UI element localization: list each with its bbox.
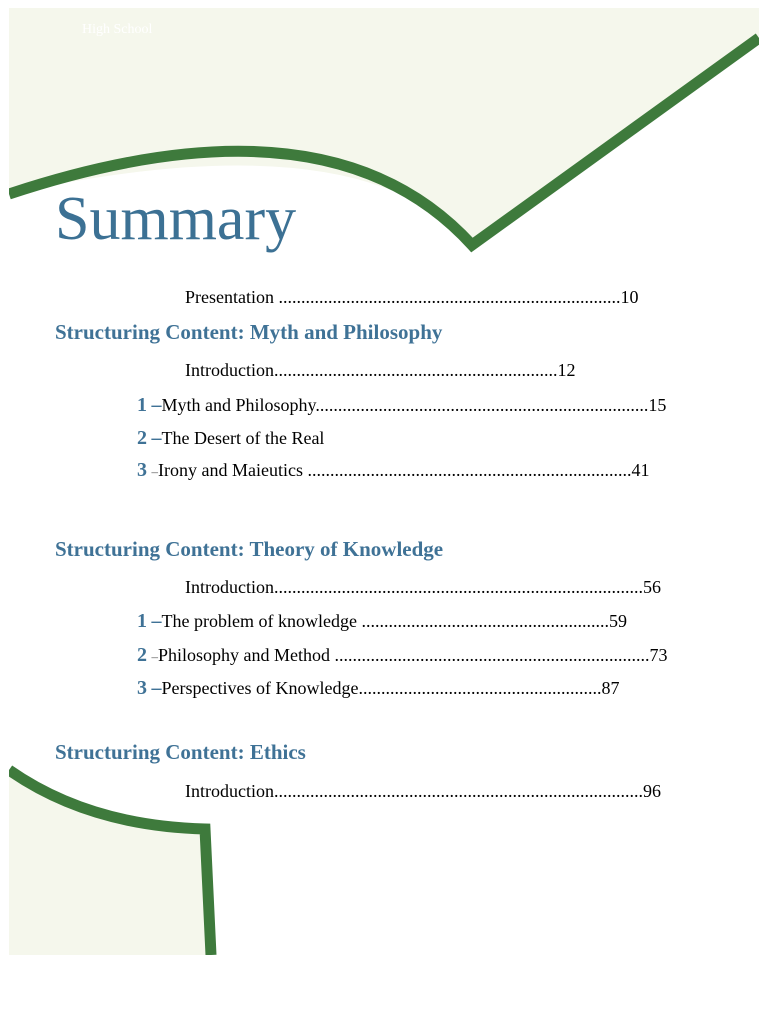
section-heading-theory-knowledge: Structuring Content: Theory of Knowledge	[55, 537, 444, 561]
toc-entry-text: The Desert of the Real	[161, 428, 325, 448]
chapter-number: 2	[137, 427, 147, 449]
toc-entry-intro[interactable]	[185, 359, 575, 381]
toc-entry-text: Perspectives of Knowledge	[161, 678, 359, 698]
toc-leader: ............................................................................	[273, 287, 621, 307]
toc-entry-chapter[interactable]	[137, 677, 619, 699]
chapter-dash: –	[151, 427, 162, 449]
toc-entry-intro[interactable]	[185, 780, 661, 802]
toc-entry-text: Philosophy and Method	[158, 645, 331, 665]
toc-page-number: 10	[620, 287, 639, 307]
toc-entry-text: The problem of knowledge	[161, 611, 357, 631]
section-heading-myth-philosophy: Structuring Content: Myth and Philosophy	[55, 320, 443, 344]
toc-entry-text: Myth and Philosophy	[161, 395, 316, 415]
chapter-number: 1	[137, 610, 147, 632]
toc-page-number: 73	[649, 645, 668, 665]
toc-page-number: 56	[642, 577, 661, 597]
chapter-number: 2	[137, 644, 147, 666]
toc-entry-intro[interactable]	[185, 576, 661, 598]
toc-leader: ..................................................................................	[273, 781, 643, 801]
header-label: High School	[82, 22, 153, 37]
toc-entry-chapter[interactable]	[137, 459, 649, 483]
toc-page-number: 12	[557, 360, 576, 380]
chapter-dash: –	[151, 649, 158, 664]
chapter-number: 3	[137, 677, 147, 699]
chapter-dash: –	[151, 394, 162, 416]
toc-entry-chapter[interactable]	[137, 394, 666, 416]
toc-leader: ........................................................................	[302, 460, 632, 480]
toc-entry-text: Introduction	[185, 781, 274, 801]
toc-entry-text: Introduction	[185, 360, 274, 380]
toc-page-number: 87	[601, 678, 620, 698]
chapter-dash: –	[151, 677, 162, 699]
page-title: Summary	[55, 185, 297, 253]
document-page	[9, 8, 759, 955]
toc-page-number: 15	[648, 395, 667, 415]
toc-entry-chapter[interactable]	[137, 427, 324, 449]
bottom-cream-shape	[9, 770, 211, 955]
section-heading-ethics: Structuring Content: Ethics	[55, 740, 306, 764]
toc-leader: ..................................................................................	[273, 577, 643, 597]
toc-entry-presentation[interactable]	[185, 286, 638, 308]
chapter-number: 3	[137, 459, 147, 481]
toc-leader: ......................................................................	[330, 645, 650, 665]
chapter-number: 1	[137, 394, 147, 416]
toc-leader: ..........................................................................	[315, 395, 649, 415]
chapter-dash: –	[151, 610, 162, 632]
toc-entry-chapter[interactable]	[137, 644, 668, 668]
toc-entry-chapter[interactable]	[137, 610, 627, 632]
toc-entry-text: Irony and Maieutics	[158, 460, 303, 480]
toc-page-number: 96	[642, 781, 661, 801]
toc-entry-text: Introduction	[185, 577, 274, 597]
toc-leader: ...............................................................	[273, 360, 558, 380]
toc-leader: .......................................................	[356, 611, 609, 631]
toc-leader: ......................................................	[358, 678, 602, 698]
toc-page-number: 59	[608, 611, 627, 631]
toc-page-number: 41	[631, 460, 650, 480]
chapter-dash: –	[151, 464, 158, 479]
toc-entry-text: Presentation	[185, 287, 274, 307]
